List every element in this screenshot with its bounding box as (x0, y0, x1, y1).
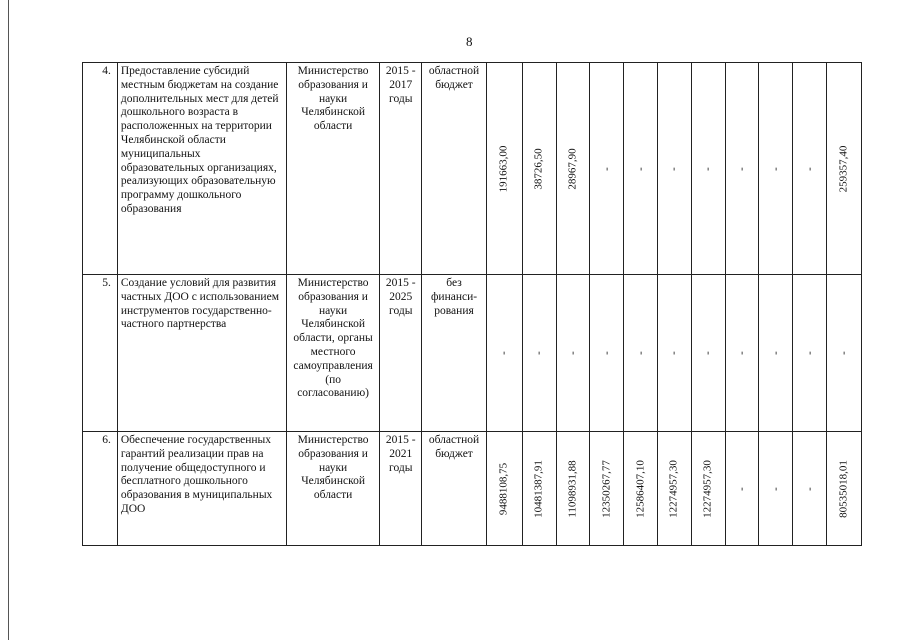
amount-value: - (633, 166, 646, 171)
executor-name: Министерство образования и науки Челябинской области (286, 63, 379, 275)
row-number: 6. (83, 432, 118, 546)
yearly-amount (793, 63, 827, 275)
total-amount (827, 275, 862, 432)
yearly-amount (725, 63, 759, 275)
amount-value: 28967,90 (566, 147, 579, 190)
left-margin-rule (8, 0, 9, 640)
yearly-amount (522, 63, 556, 275)
funding-source: областной бюджет (422, 63, 487, 275)
amount-value: - (735, 486, 748, 491)
table-row (83, 63, 862, 275)
amount-value: - (837, 351, 850, 355)
executor-name: Министерство образования и науки Челябинской области, органы местного самоуправления (по согласованию) (286, 275, 379, 432)
table-row (83, 275, 862, 432)
amount-value: 11098931,88 (566, 459, 579, 518)
amount-value: - (803, 166, 815, 171)
amount-value: - (769, 351, 782, 355)
yearly-amount (793, 275, 827, 432)
yearly-amount (725, 275, 759, 432)
amount-value: - (701, 351, 714, 355)
program-measures-table (82, 62, 862, 546)
yearly-amount (657, 275, 691, 432)
executor-name: Министерство образования и науки Челябинской области (286, 432, 379, 546)
amount-value: 10481387,91 (532, 459, 545, 518)
amount-value: - (600, 351, 613, 355)
measure-name: Предоставление субсидий местным бюджетам на создание дополнительных мест для детей дошкольного возраста в расположенных на территории Челябинской области муниципальных образовательных организациях, реализующих образовательную программу дошкольного образования (117, 63, 286, 275)
row-number: 4. (83, 63, 118, 275)
yearly-amount (590, 275, 624, 432)
yearly-amount (624, 275, 658, 432)
yearly-amount (486, 63, 522, 275)
amount-value: 12274957,30 (701, 459, 714, 518)
yearly-amount (691, 432, 725, 546)
yearly-amount (725, 432, 759, 546)
total-amount (827, 63, 862, 275)
amount-value: - (566, 351, 579, 355)
amount-value: - (633, 351, 646, 355)
amount-value: 12274957,30 (667, 459, 680, 518)
yearly-amount (657, 432, 691, 546)
amount-value: - (803, 351, 815, 355)
yearly-amount (556, 275, 590, 432)
yearly-amount (624, 63, 658, 275)
yearly-amount (657, 63, 691, 275)
amount-value: 38726,50 (532, 147, 545, 190)
yearly-amount (759, 63, 793, 275)
amount-value: - (667, 351, 680, 355)
amount-value: - (735, 166, 748, 171)
period: 2015 - 2025 годы (380, 275, 422, 432)
total-amount (827, 432, 862, 546)
amount-value: - (735, 351, 748, 355)
yearly-amount (556, 63, 590, 275)
funding-source: без финанси-рования (422, 275, 487, 432)
yearly-amount (556, 432, 590, 546)
yearly-amount (590, 432, 624, 546)
yearly-amount (522, 432, 556, 546)
amount-value: - (803, 486, 815, 491)
period: 2015 - 2021 годы (380, 432, 422, 546)
page-number: 8 (466, 34, 473, 49)
yearly-amount (590, 63, 624, 275)
amount-value: - (769, 166, 782, 171)
yearly-amount (691, 63, 725, 275)
yearly-amount (486, 432, 522, 546)
amount-value: 9488108,75 (497, 462, 510, 515)
amount-value: - (769, 486, 782, 491)
amount-value: 259357,40 (837, 145, 850, 192)
measure-name: Создание условий для развития частных ДОО с использованием инструментов государственно-частного партнерства (117, 275, 286, 432)
amount-value: 12350267,77 (600, 459, 613, 518)
period: 2015 - 2017 годы (380, 63, 422, 275)
funding-source: областной бюджет (422, 432, 487, 546)
yearly-amount (624, 432, 658, 546)
amount-value: - (701, 166, 714, 171)
table-row (83, 432, 862, 546)
amount-value: 191663,00 (497, 145, 510, 192)
yearly-amount (522, 275, 556, 432)
amount-value: 80535018,01 (837, 459, 850, 518)
yearly-amount (486, 275, 522, 432)
measure-name: Обеспечение государственных гарантий реализации прав на получение общедоступного и бесплатного дошкольного образования в муниципальных ДОО (117, 432, 286, 546)
amount-value: 12586407,10 (633, 459, 646, 518)
yearly-amount (759, 275, 793, 432)
amount-value: - (600, 166, 613, 171)
yearly-amount (793, 432, 827, 546)
amount-value: - (667, 166, 680, 171)
amount-value: - (532, 351, 545, 355)
amount-value: - (497, 351, 510, 355)
yearly-amount (691, 275, 725, 432)
yearly-amount (759, 432, 793, 546)
row-number: 5. (83, 275, 118, 432)
